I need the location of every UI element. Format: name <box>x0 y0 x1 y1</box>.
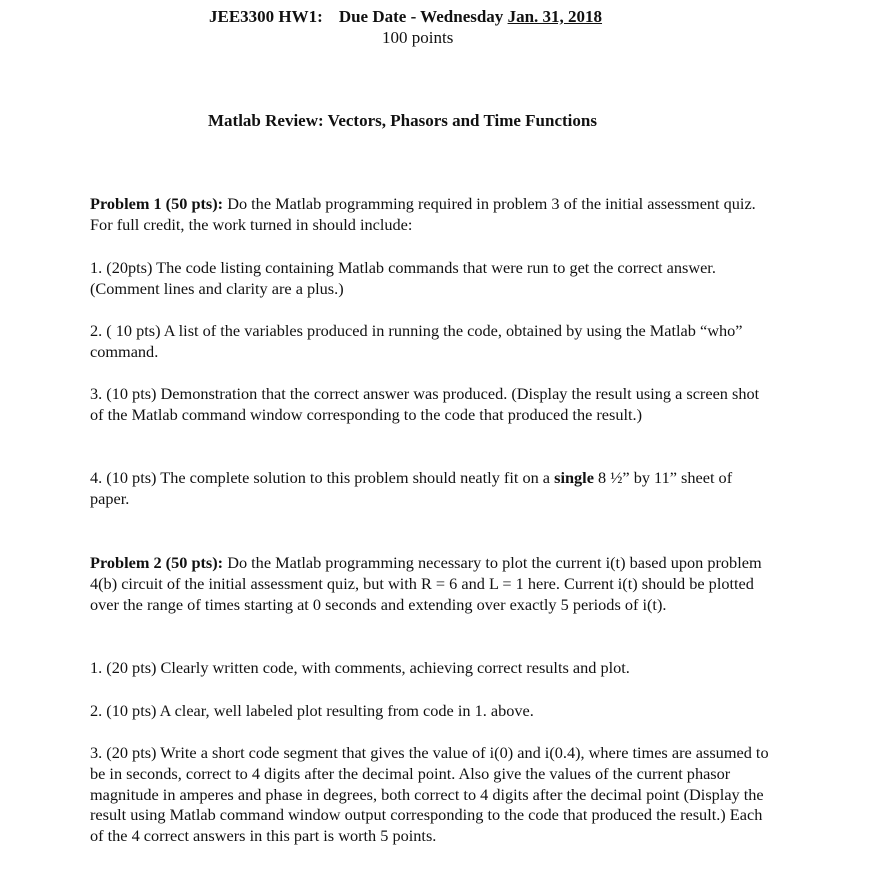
problem1-intro <box>90 194 770 236</box>
item4-text-before: 4. (10 pts) The complete solution to this problem should neatly fit on a <box>90 468 555 487</box>
document-title: Matlab Review: Vectors, Phasors and Time Functions <box>208 111 597 130</box>
problem1-item-2: 2. ( 10 pts) A list of the variables produced in running the code, obtained by using the Matlab “who” command. <box>90 321 743 361</box>
problem2-item-1: 1. (20 pts) Clearly written code, with comments, achieving correct results and plot. <box>90 658 630 677</box>
problem2-intro <box>90 553 770 615</box>
points-total: 100 points <box>382 28 454 47</box>
item4-text-after: 8 ½” by 11” sheet of paper. <box>90 468 733 508</box>
problem2-label: Problem 2 (50 pts): <box>90 553 224 572</box>
problem1-item-1: 1. (20pts) The code listing containing Matlab commands that were run to get the correct answer. (Comment lines and clarity are a plus.) <box>90 258 716 298</box>
problem1-label: Problem 1 (50 pts): <box>90 194 224 213</box>
due-date: Jan. 31, 2018 <box>507 7 603 26</box>
problem1-item-4 <box>90 468 770 510</box>
problem2-item-3: 3. (20 pts) Write a short code segment that gives the value of i(0) and i(0.4), where times are assumed to be in seconds, correct to 4 digits after the decimal point. Also give the values of the current phasor magnitude in amperes and phase in degrees, both correct to 4 digits after the decimal point (Display the result using Matlab command window output corresponding to the code that produced the result.) Each of the 4 correct answers in this part is worth 5 points. <box>90 743 769 846</box>
problem2-item-2: 2. (10 pts) A clear, well labeled plot resulting from code in 1. above. <box>90 701 534 720</box>
item4-bold-single: single <box>554 468 594 487</box>
problem2-text: Do the Matlab programming necessary to plot the current i(t) based upon problem 4(b) circuit of the initial assessment quiz, but with R = 6 and L = 1 here. Current i(t) should be plotted over the range of times starting at 0 seconds and extending over exactly 5 periods of i(t). <box>90 553 762 614</box>
course-code: JEE3300 HW1: <box>209 7 323 26</box>
problem1-item-3: 3. (10 pts) Demonstration that the correct answer was produced. (Display the result using a screen shot of the Matlab command window corresponding to the code that produced the result.) <box>90 384 760 424</box>
problem1-text: Do the Matlab programming required in problem 3 of the initial assessment quiz. For full credit, the work turned in should include: <box>90 194 756 234</box>
header-line <box>209 7 602 27</box>
due-date-prefix: Due Date - Wednesday <box>338 7 504 26</box>
